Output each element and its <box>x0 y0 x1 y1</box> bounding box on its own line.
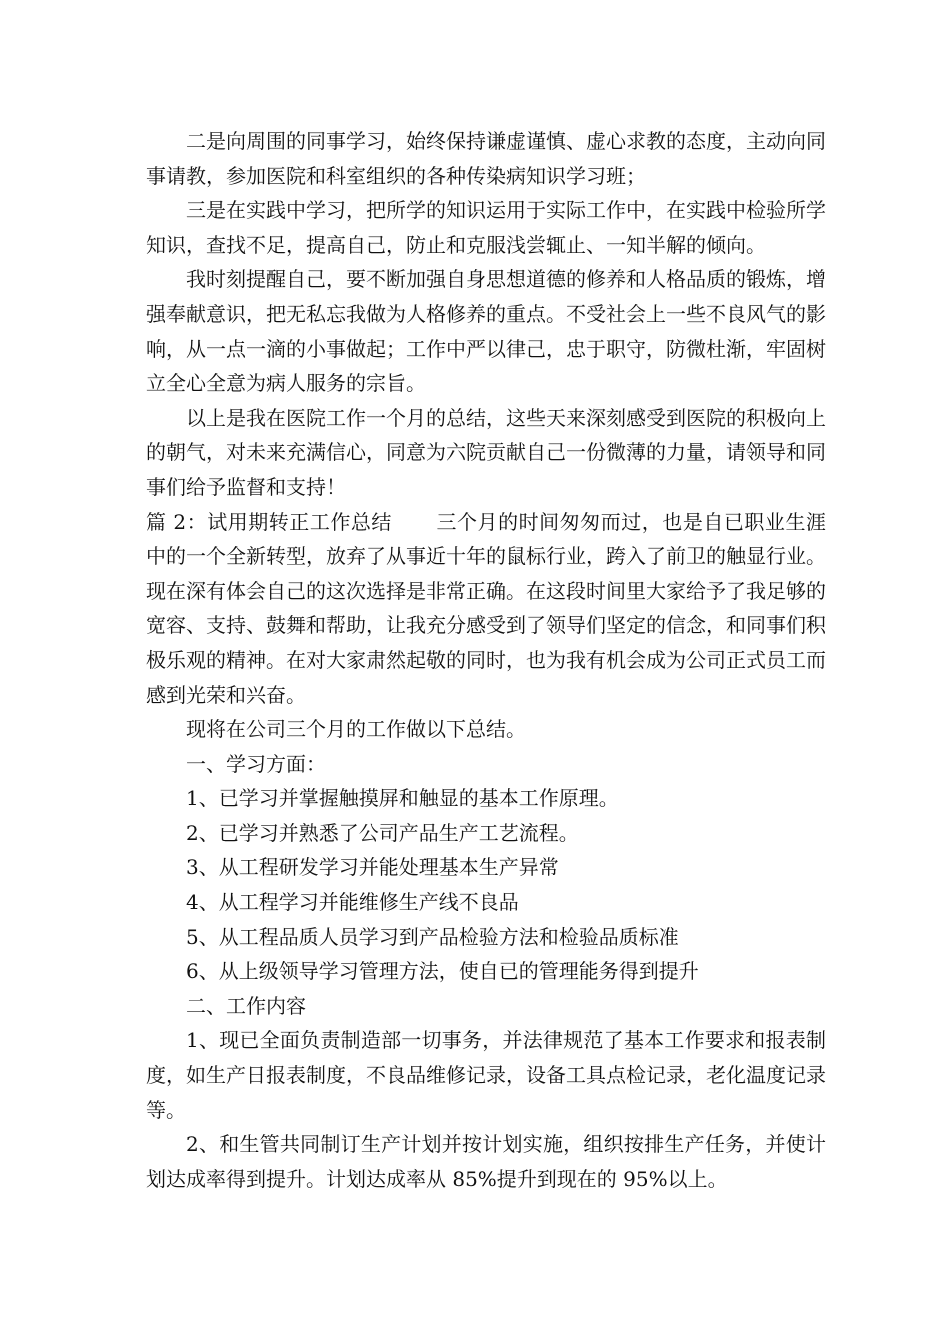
list-item-work-1: 1、现已全面负责制造部一切事务，并法律规范了基本工作要求和报表制度，如生产日报表制度，不良品维修记录，设备工具点检记录，老化温度记录等。 <box>146 1028 826 1122</box>
list-item-study-1: 1、已学习并掌握触摸屏和触显的基本工作原理。 <box>186 786 619 811</box>
paragraph-self-reminder: 我时刻提醒自己，要不断加强自身思想道德的修养和人格品质的锻炼，增强奉献意识，把无私忘我做为人格修养的重点。不受社会上一些不良风气的影响，从一点一滴的小事做起；工作中严以律己，忠于职守，防微杜渐，牢固树立全心全意为病人服务的宗旨。 <box>146 267 826 396</box>
list-item-study-2: 2、已学习并熟悉了公司产品生产工艺流程。 <box>186 820 579 845</box>
paragraph-learn-colleagues: 二是向周围的同事学习，始终保持谦虚谨慎、虚心求教的态度，主动向同事请教，参加医院和科室组织的各种传染病知识学习班； <box>146 129 826 188</box>
list-item-study-4: 4、从工程学习并能维修生产线不良品 <box>186 890 519 915</box>
section-2-paragraph <box>146 505 826 713</box>
paragraph-summary-intro: 现将在公司三个月的工作做以下总结。 <box>186 717 526 742</box>
heading-study: 一、学习方面： <box>186 751 326 776</box>
list-item-work-2: 2、和生管共同制订生产计划并按计划实施，组织按排生产任务，并使计划达成率得到提升。计划达成率从 85%提升到现在的 95%以上。 <box>146 1132 826 1191</box>
paragraph-learn-practice: 三是在实践中学习，把所学的知识运用于实际工作中，在实践中检验所学知识，查找不足，提高自己，防止和克服浅尝辄止、一知半解的倾向。 <box>146 198 826 257</box>
list-item-study-3: 3、从工程研发学习并能处理基本生产异常 <box>186 855 559 880</box>
section-2-intro: 三个月的时间匆匆而过，也是自已职业生涯中的一个全新转型，放弃了从事近十年的鼠标行业，跨入了前卫的触显行业。现在深有体会自己的这次选择是非常正确。在这段时间里大家给予了我足够的宽容、支持、鼓舞和帮助，让我充分感受到了领导们坚定的信念，和同事们积极乐观的精神。在对大家肃然起敬的同时，也为我有机会成为公司正式员工而感到光荣和兴奋。 <box>146 509 826 707</box>
list-item-study-5: 5、从工程品质人员学习到产品检验方法和检验品质标准 <box>186 924 679 949</box>
list-item-study-6: 6、从上级领导学习管理方法，使自已的管理能务得到提升 <box>186 959 699 984</box>
section-2-heading: 篇 2：试用期转正工作总结 <box>146 509 392 534</box>
paragraph-month-summary: 以上是我在医院工作一个月的总结，这些天来深刻感受到医院的积极向上的朝气，对未来充满信心，同意为六院贡献自己一份微薄的力量，请领导和同事们给予监督和支持！ <box>146 405 826 499</box>
heading-work: 二、工作内容 <box>186 993 306 1018</box>
document-body <box>146 124 826 1196</box>
